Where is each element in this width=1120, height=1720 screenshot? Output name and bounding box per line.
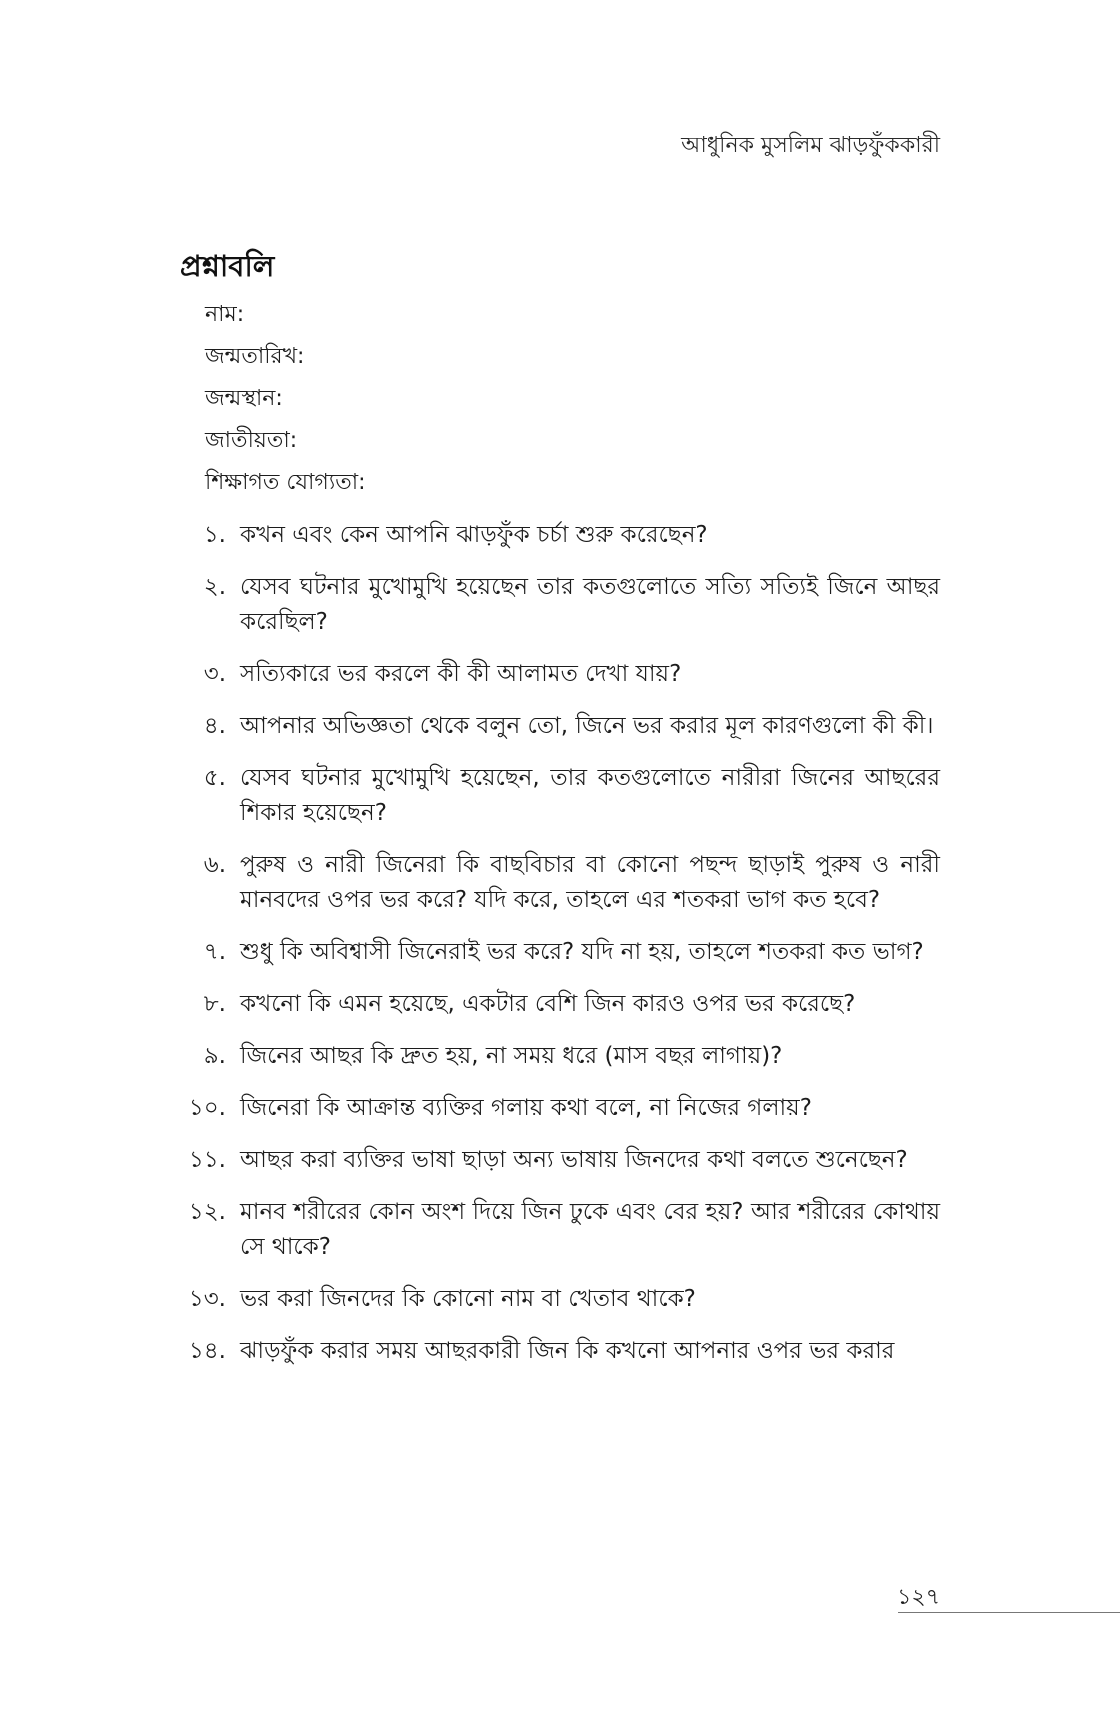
question-text: জিনের আছর কি দ্রুত হয়, না সময় ধরে (মাস বছর লাগায়)? [240, 1043, 783, 1069]
question-item [180, 1091, 940, 1126]
question-text: কখন এবং কেন আপনি ঝাড়ফুঁক চর্চা শুরু করেছেন? [240, 522, 708, 548]
question-number: ১. [203, 522, 226, 548]
question-number: ২. [203, 574, 226, 600]
question-text: কখনো কি এমন হয়েছে, একটার বেশি জিন কারও ওপর ভর করেছে? [240, 991, 856, 1017]
question-item [180, 761, 940, 831]
question-item [180, 987, 940, 1022]
question-item [180, 1143, 940, 1178]
question-number: ৮. [203, 991, 226, 1017]
question-text: ভর করা জিনদের কি কোনো নাম বা খেতাব থাকে? [240, 1286, 696, 1312]
question-item [180, 1282, 940, 1317]
question-item [180, 848, 940, 918]
respondent-fields [205, 294, 366, 504]
question-text: মানব শরীরের কোন অংশ দিয়ে জিন ঢুকে এবং বের হয়? আর শরীরের কোথায় সে থাকে? [240, 1199, 940, 1260]
field-name: নাম: [205, 302, 245, 327]
field-birth-date: জন্মতারিখ: [205, 344, 305, 369]
question-item [180, 935, 940, 970]
question-number: ৫. [203, 765, 226, 791]
question-item [180, 709, 940, 744]
question-number: ১২. [188, 1199, 226, 1225]
question-item [180, 570, 940, 640]
question-item [180, 518, 940, 553]
question-text: ঝাড়ফুঁক করার সময় আছরকারী জিন কি কখনো আপনার ওপর ভর করার [240, 1338, 895, 1364]
question-number: ১১. [188, 1147, 226, 1173]
question-text: শুধু কি অবিশ্বাসী জিনেরাই ভর করে? যদি না হয়, তাহলে শতকরা কত ভাগ? [240, 939, 924, 965]
question-text: সত্যিকারে ভর করলে কী কী আলামত দেখা যায়? [240, 661, 682, 687]
section-title: প্রশ্নাবলি [180, 249, 275, 283]
question-text: যেসব ঘটনার মুখোমুখি হয়েছেন, তার কতগুলোতে নারীরা জিনের আছরের শিকার হয়েছেন? [240, 765, 940, 826]
question-text: আপনার অভিজ্ঞতা থেকে বলুন তো, জিনে ভর করার মূল কারণগুলো কী কী। [240, 713, 934, 739]
question-number: ৬. [203, 852, 226, 878]
field-nationality: জাতীয়তা: [205, 428, 298, 453]
question-item [180, 657, 940, 692]
question-list [180, 518, 940, 1386]
question-number: ১০. [188, 1095, 226, 1121]
footer-rule [898, 1612, 1120, 1613]
question-number: ৭. [203, 939, 226, 965]
question-text: পুরুষ ও নারী জিনেরা কি বাছবিচার বা কোনো পছন্দ ছাড়াই পুরুষ ও নারী মানবদের ওপর ভর করে? যদি করে, তাহলে এর শতকরা ভাগ কত হবে? [240, 852, 940, 913]
field-education: শিক্ষাগত যোগ্যতা: [205, 470, 366, 495]
question-item [180, 1039, 940, 1074]
page-number: ১২৭ [897, 1585, 940, 1610]
question-number: ১৪. [188, 1338, 226, 1364]
question-text: যেসব ঘটনার মুখোমুখি হয়েছেন তার কতগুলোতে সত্যি সত্যিই জিনে আছর করেছিল? [240, 574, 940, 635]
question-item [180, 1334, 940, 1369]
question-number: ৩. [203, 661, 226, 687]
field-birth-place: জন্মস্থান: [205, 386, 283, 411]
question-item [180, 1195, 940, 1265]
running-header: আধুনিক মুসলিম ঝাড়ফুঁককারী [681, 133, 940, 158]
question-text: আছর করা ব্যক্তির ভাষা ছাড়া অন্য ভাষায় জিনদের কথা বলতে শুনেছেন? [240, 1147, 908, 1173]
question-number: ৯. [203, 1043, 226, 1069]
question-text: জিনেরা কি আক্রান্ত ব্যক্তির গলায় কথা বলে, না নিজের গলায়? [240, 1095, 812, 1121]
question-number: ৪. [203, 713, 226, 739]
question-number: ১৩. [188, 1286, 226, 1312]
